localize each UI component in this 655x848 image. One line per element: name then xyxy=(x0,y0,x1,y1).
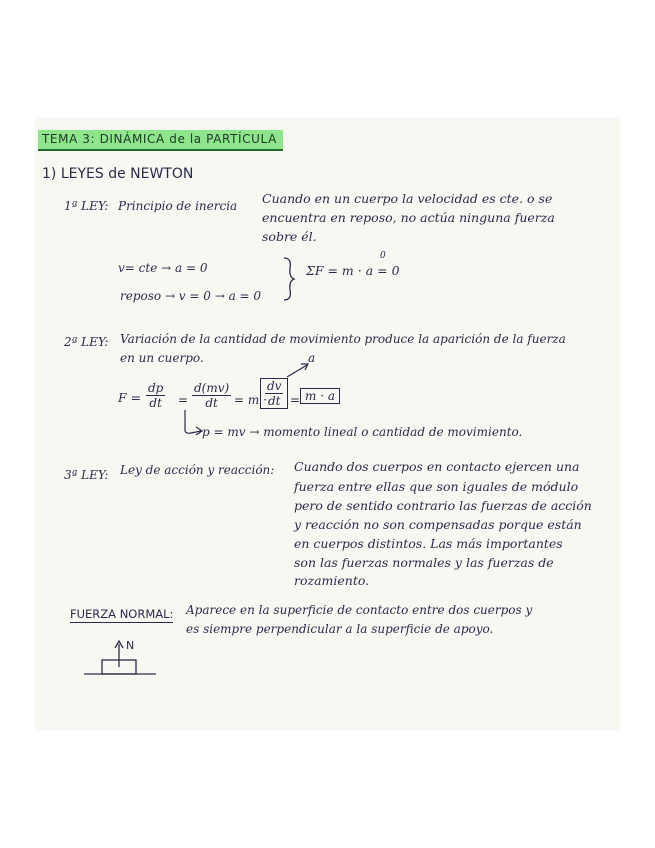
third-law-line-4: y reacción no son compensadas porque están xyxy=(294,517,582,532)
dv-numerator: dv xyxy=(267,379,282,393)
dt-denominator: dt xyxy=(149,396,162,410)
dmv-numerator: d(mv) xyxy=(194,381,230,395)
normal-force-desc-line-1: Aparece en la superficie de contacto entre dos cuerpos y xyxy=(186,603,533,617)
third-law-line-7: rozamiento. xyxy=(294,573,370,588)
second-law-desc-line-2: en un cuerpo. xyxy=(120,351,204,365)
normal-force-n-label: N xyxy=(126,639,135,652)
equals-sign-2: = xyxy=(290,393,301,407)
right-brace xyxy=(282,256,296,302)
dmv-dt-fraction xyxy=(192,382,231,409)
third-law-line-6: son las fuerzas normales y las fuerzas de xyxy=(294,555,554,570)
first-law-desc-line-1: Cuando en un cuerpo la velocidad es cte. o se xyxy=(262,191,553,206)
first-law-zero-note: 0 xyxy=(380,251,386,261)
arrow-to-acceleration xyxy=(285,361,311,379)
acceleration-symbol: a xyxy=(308,351,316,365)
normal-force-label: FUERZA NORMAL: xyxy=(70,607,174,621)
third-law-line-3: pero de sentido contrario las fuerzas de acción xyxy=(294,498,592,513)
third-law-line-1: Cuando dos cuerpos en contacto ejercen una xyxy=(294,459,580,474)
third-law-label: 3ª LEY: xyxy=(64,468,109,482)
dt-denominator-3: dt xyxy=(267,394,281,408)
second-law-label: 2ª LEY: xyxy=(64,335,109,349)
page-title: TEMA 3: DINÁMICA de la PARTÍCULA xyxy=(38,130,283,151)
dp-numerator: dp xyxy=(148,381,164,395)
section-heading: 1) LEYES de NEWTON xyxy=(42,166,194,182)
m-a-box: m · a xyxy=(300,388,340,404)
first-law-desc-line-3: sobre él. xyxy=(262,229,317,244)
momentum-definition: p = mv → momento lineal o cantidad de movimiento. xyxy=(202,425,523,439)
third-law-name: Ley de acción y reacción: xyxy=(120,463,275,477)
dp-dt-fraction xyxy=(146,382,165,409)
first-law-sum: ΣF = m · a = 0 xyxy=(306,263,400,278)
first-law-case-constant: v= cte → a = 0 xyxy=(118,261,208,275)
dv-dt-box xyxy=(260,378,288,409)
equals-sign-1: = xyxy=(178,393,189,407)
normal-force-diagram xyxy=(84,638,164,678)
first-law-label: 1ª LEY: xyxy=(64,199,109,213)
third-law-line-5: en cuerpos distintos. Las más importantes xyxy=(294,536,563,551)
first-law-desc-line-2: encuentra en reposo, no actúa ninguna fuerza xyxy=(262,210,555,225)
second-law-desc-line-1: Variación de la cantidad de movimiento produce la aparición de la fuerza xyxy=(120,332,566,346)
force-symbol: F = xyxy=(118,390,142,405)
first-law-name: Principio de inercia xyxy=(118,199,238,213)
dt-denominator-2: dt xyxy=(205,396,218,410)
first-law-case-rest: reposo → v = 0 → a = 0 xyxy=(120,289,262,303)
normal-force-desc-line-2: es siempre perpendicular a la superficie de apoyo. xyxy=(186,622,494,636)
third-law-line-2: fuerza entre ellas que son iguales de módulo xyxy=(294,479,579,494)
m-times: = m · xyxy=(234,393,267,407)
